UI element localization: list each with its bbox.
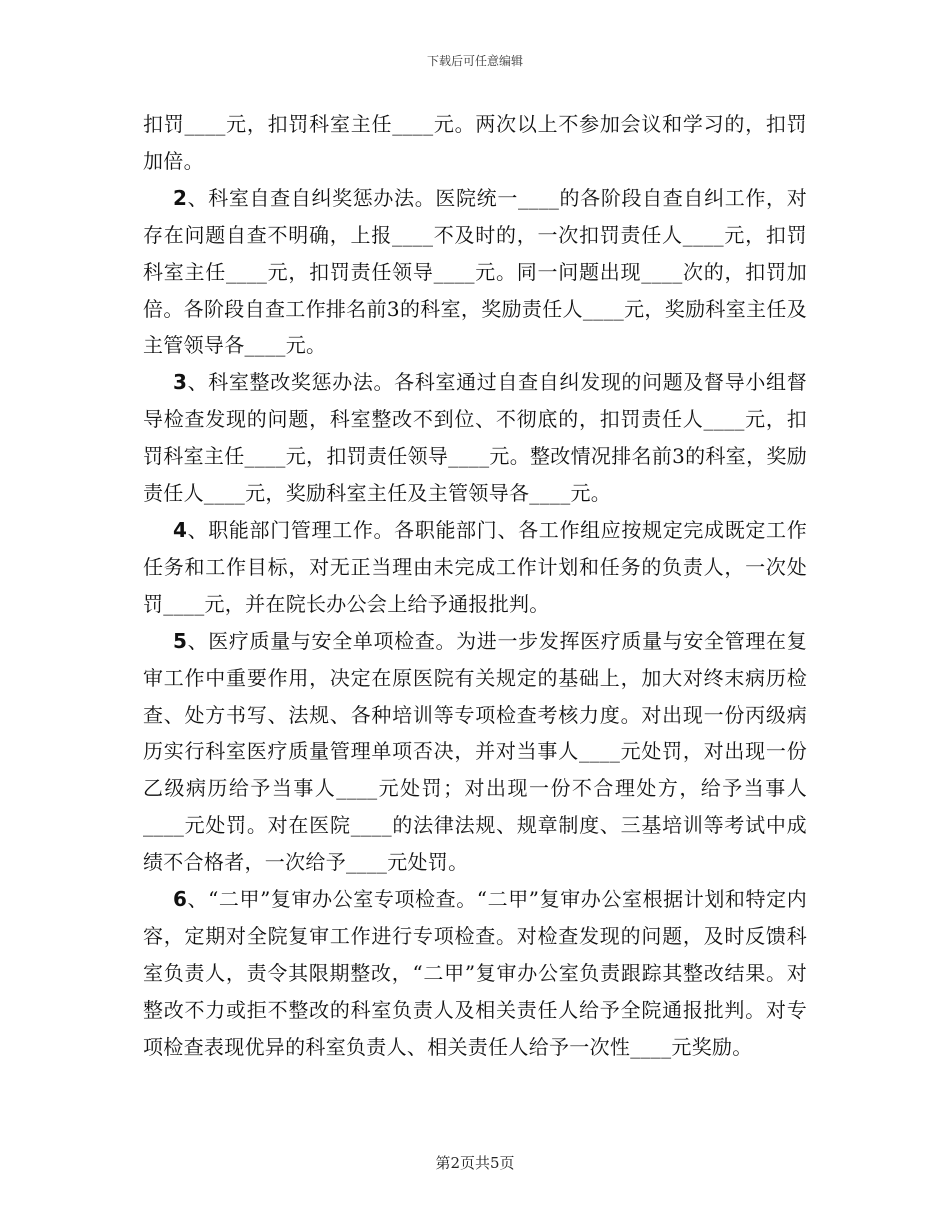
item-number: 6	[173, 887, 188, 912]
paragraph-text: 、“二甲”复审办公室专项检查。“二甲”复审办公室根据计划和特定内容，定期对全院复审工作进行专项检查。对检查发现的问题，及时反馈科室负责人，责令其限期整改，“二甲”复审办公室负责跟踪其整改结果。对整改不力或拒不整改的科室负责人及相关责任人给予全院通报批判。对专项检查表现优异的科室负责人、相关责任人给予一次性____元奖励。	[143, 887, 807, 1059]
item-number: 3	[173, 370, 188, 395]
paragraph-text: 、职能部门管理工作。各职能部门、各工作组应按规定完成既定工作任务和工作目标，对无正当理由未完成工作计划和任务的负责人，一次处罚____元，并在院长办公会上给予通报批判。	[143, 517, 807, 616]
item-number: 4	[173, 517, 188, 542]
paragraph-item-5	[143, 623, 807, 881]
paragraph-text: 扣罚____元，扣罚科室主任____元。两次以上不参加会议和学习的，扣罚加倍。	[143, 112, 807, 173]
paragraph-continued	[143, 106, 807, 180]
paragraph-item-3	[143, 364, 807, 512]
paragraph-text: 、科室自查自纠奖惩办法。医院统一____的各阶段自查自纠工作，对存在问题自查不明确，上报____不及时的，一次扣罚责任人____元，扣罚科室主任____元，扣罚责任领导____元。同一问题出现____次的，扣罚加倍。各阶段自查工作排名前3的科室，奖励责任人____元，奖励科室主任及主管领导各____元。	[143, 185, 807, 358]
paragraph-item-4	[143, 512, 807, 623]
document-body	[143, 106, 807, 1066]
item-number: 5	[173, 628, 188, 653]
paragraph-text: 、科室整改奖惩办法。各科室通过自查自纠发现的问题及督导小组督导检查发现的问题，科室整改不到位、不彻底的，扣罚责任人____元，扣罚科室主任____元，扣罚责任领导____元。整改情况排名前3的科室，奖励责任人____元，奖励科室主任及主管领导各____元。	[143, 370, 807, 506]
item-number: 2	[173, 185, 188, 210]
paragraph-item-2	[143, 180, 807, 365]
page-header: 下载后可任意编辑	[426, 54, 523, 68]
page-footer: 第2页共5页	[435, 1154, 515, 1172]
paragraph-item-6	[143, 881, 807, 1066]
paragraph-text: 、医疗质量与安全单项检查。为进一步发挥医疗质量与安全管理在复审工作中重要作用，决定在原医院有关规定的基础上，加大对终末病历检查、处方书写、法规、各种培训等专项检查考核力度。对出现一份丙级病历实行科室医疗质量管理单项否决，并对当事人____元处罚，对出现一份乙级病历给予当事人____元处罚；对出现一份不合理处方，给予当事人____元处罚。对在医院____的法律法规、规章制度、三基培训等考试中成绩不合格者，一次给予____元处罚。	[143, 628, 807, 875]
